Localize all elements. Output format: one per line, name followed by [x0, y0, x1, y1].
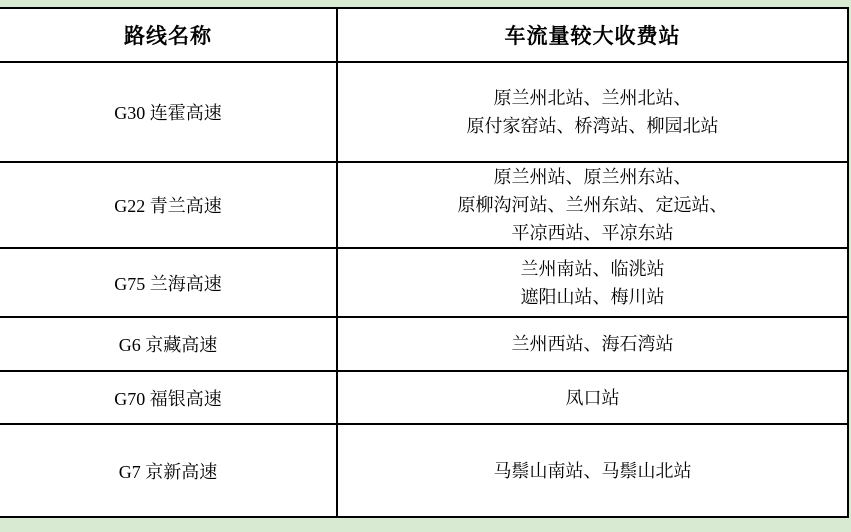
table-row — [0, 371, 848, 424]
table-body — [0, 62, 848, 517]
route-name-cell: G6 京藏高速 — [0, 317, 337, 371]
stations-cell — [337, 317, 848, 371]
table-row — [0, 162, 848, 248]
toll-stations-table-container — [0, 7, 849, 518]
toll-stations-table — [0, 7, 849, 518]
table-row — [0, 317, 848, 371]
route-name-cell: G22 青兰高速 — [0, 162, 337, 248]
header-route-name: 路线名称 — [0, 8, 337, 62]
stations-cell — [337, 248, 848, 317]
stations-cell — [337, 371, 848, 424]
table-row — [0, 62, 848, 162]
table-row — [0, 248, 848, 317]
stations-cell — [337, 162, 848, 248]
stations-cell — [337, 424, 848, 517]
station-line: 平凉西站、平凉东站 — [511, 223, 674, 243]
station-line: 凤口站 — [565, 387, 620, 408]
route-name-cell: G30 连霍高速 — [0, 62, 337, 162]
station-line: 兰州西站、海石湾站 — [511, 334, 674, 354]
header-busy-toll-stations: 车流量较大收费站 — [337, 8, 848, 62]
table-header-row — [0, 8, 848, 62]
station-line: 马鬃山南站、马鬃山北站 — [493, 460, 692, 481]
stations-cell — [337, 62, 848, 162]
route-name-cell: G75 兰海高速 — [0, 248, 337, 317]
table-row — [0, 424, 848, 517]
route-name-cell: G7 京新高速 — [0, 424, 337, 517]
station-line: 原兰州北站、兰州北站、 — [493, 88, 692, 108]
station-line: 原柳沟河站、兰州东站、定远站、 — [457, 195, 728, 215]
station-line: 兰州南站、临洮站 — [520, 258, 665, 279]
station-line: 原付家窑站、桥湾站、柳园北站 — [466, 116, 719, 136]
station-line: 原兰州站、原兰州东站、 — [493, 167, 692, 187]
station-line: 遮阳山站、梅川站 — [520, 286, 665, 307]
route-name-cell: G70 福银高速 — [0, 371, 337, 424]
